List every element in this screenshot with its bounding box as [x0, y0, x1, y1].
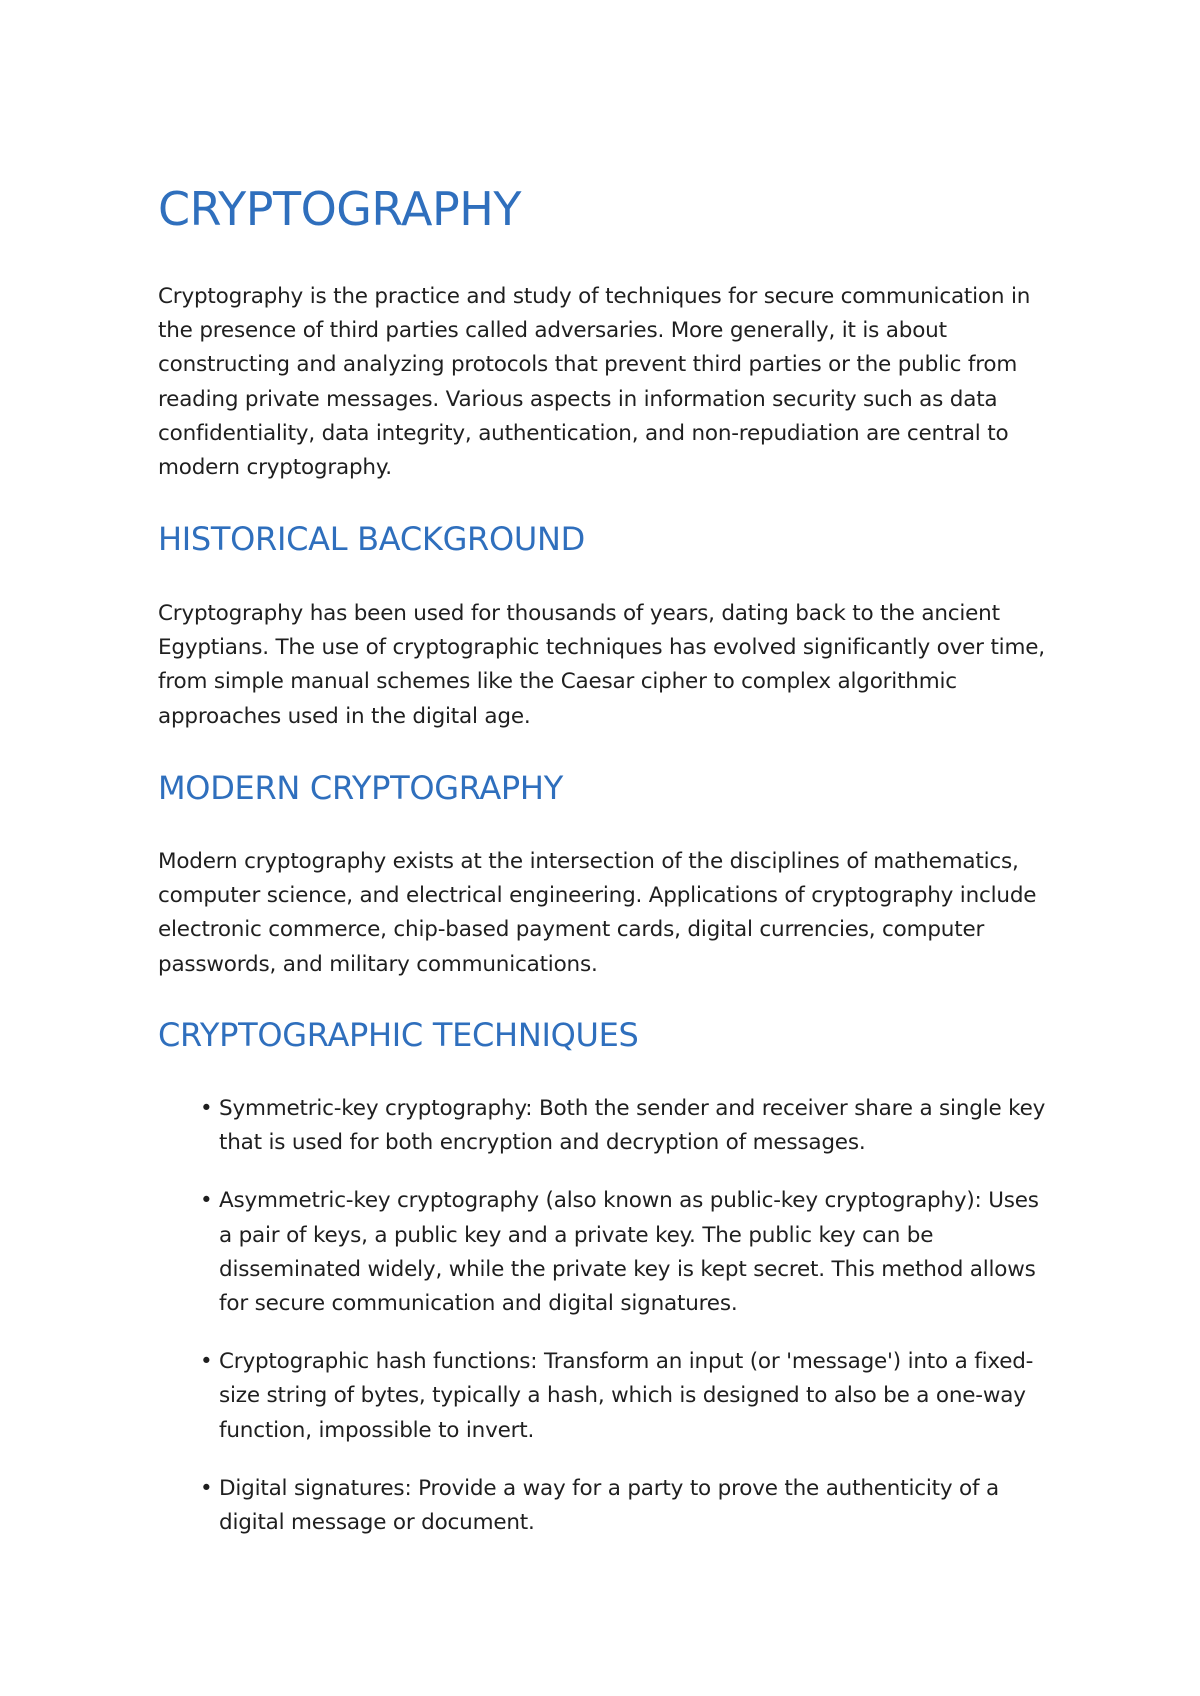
modern-cryptography-paragraph: Modern cryptography exists at the intersection of the disciplines of mathematics, computer science, and electrical engineering. Applications of cryptography include electronic commerce, chip-based payment cards, digital currencies, computer passwords, and military communications.	[158, 849, 1037, 977]
list-item-text: Symmetric-key cryptography: Both the sender and receiver share a single key that is used for both encryption and decryption of messages.	[219, 1096, 1046, 1156]
heading-cryptographic-techniques: CRYPTOGRAPHIC TECHNIQUES	[158, 1016, 639, 1054]
bullet-icon: •	[200, 1349, 213, 1375]
list-item	[158, 1345, 1048, 1448]
bullet-icon: •	[200, 1096, 213, 1121]
heading-historical-background: HISTORICAL BACKGROUND	[158, 520, 585, 558]
bullet-icon: •	[200, 1188, 213, 1214]
historical-background-paragraph: Cryptography has been used for thousands of years, dating back to the ancient Egyptians. The use of cryptographic techniques has evolved significantly over time, from simple manual schemes like the Caesar cipher to complex algorithmic approaches used in the digital age.	[158, 601, 1045, 729]
list-item	[158, 1184, 1048, 1321]
list-item-text: Cryptographic hash functions: Transform an input (or 'message') into a fixed-size string of bytes, typically a hash, which is designed to also be a one-way function, impossible to invert.	[219, 1349, 1034, 1443]
bullet-icon: •	[200, 1475, 213, 1501]
techniques-list	[158, 1092, 1048, 1564]
list-item-text: Digital signatures: Provide a way for a party to prove the authenticity of a digital message or document.	[219, 1475, 999, 1536]
list-item-text: Asymmetric-key cryptography (also known as public-key cryptography): Uses a pair of keys, a public key and a private key. The public key can be disseminated widely, while the private key is kept secret. This method allows for secure communication and digital signatures.	[219, 1188, 1039, 1317]
heading-modern-cryptography: MODERN CRYPTOGRAPHY	[158, 769, 563, 807]
list-item	[158, 1092, 1048, 1160]
list-item	[158, 1472, 1048, 1540]
intro-paragraph: Cryptography is the practice and study of techniques for secure communication in the presence of third parties called adversaries. More generally, it is about constructing and analyzing protocols that prevent third parties or the public from reading private messages. Various aspects in information security such as data confidentiality, data integrity, authentication, and non-repudiation are central to modern cryptography.	[158, 284, 1031, 481]
document-title: CRYPTOGRAPHY	[158, 182, 521, 236]
